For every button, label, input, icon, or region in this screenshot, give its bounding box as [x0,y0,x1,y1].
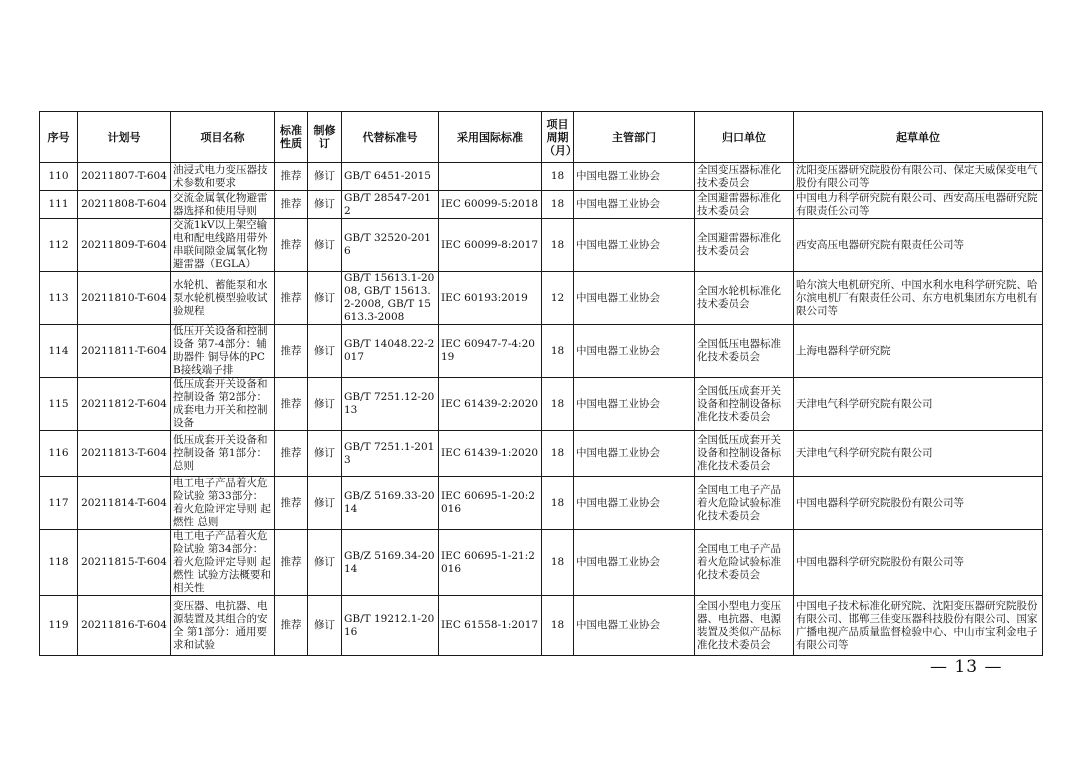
cell-serial: 119 [40,596,78,656]
cell-technical-committee: 全国变压器标准化技术委员会 [695,163,794,191]
cell-project-name: 油浸式电力变压器技术参数和要求 [171,163,275,191]
cell-revision-type: 修订 [308,596,342,656]
cell-project-period: 18 [542,191,574,219]
cell-drafting-units: 哈尔滨大电机研究所、中国水利水电科学研究院、哈尔滨电机厂有限责任公司、东方电机集团东方电机有限公司等 [794,272,1043,325]
cell-technical-committee: 全国水轮机标准化技术委员会 [695,272,794,325]
cell-standard-nature: 推荐 [275,378,308,431]
table-row [40,477,1043,530]
cell-replaced-standard: GB/T 6451-2015 [342,163,439,191]
cell-serial: 117 [40,477,78,530]
cell-international-standard: IEC 61439-1:2020 [439,431,542,477]
cell-serial: 110 [40,163,78,191]
cell-technical-committee: 全国避雷器标准化技术委员会 [695,191,794,219]
table-header-row [40,112,1043,163]
cell-replaced-standard: GB/T 15613.1-2008, GB/T 15613.2-2008, GB/T 15613.3-2008 [342,272,439,325]
cell-competent-department: 中国电器工业协会 [574,219,695,272]
cell-project-period: 18 [542,325,574,378]
cell-standard-nature: 推荐 [275,272,308,325]
cell-competent-department: 中国电器工业协会 [574,325,695,378]
cell-international-standard [439,163,542,191]
cell-serial: 114 [40,325,78,378]
cell-technical-committee: 全国低压电器标准化技术委员会 [695,325,794,378]
cell-replaced-standard: GB/T 14048.22-2017 [342,325,439,378]
table-row [40,219,1043,272]
cell-serial: 111 [40,191,78,219]
cell-standard-nature: 推荐 [275,325,308,378]
header-international-standard: 采用国际标准 [439,112,542,163]
cell-competent-department: 中国电器工业协会 [574,272,695,325]
cell-international-standard: IEC 60193:2019 [439,272,542,325]
cell-standard-nature: 推荐 [275,596,308,656]
cell-plan-number: 20211808-T-604 [78,191,171,219]
cell-project-period: 18 [542,163,574,191]
cell-drafting-units: 中国电子技术标准化研究院、沈阳变压器研究院股份有限公司、邯郸三佳变压器科技股份有限公司、国家广播电视产品质量监督检验中心、中山市宝利金电子有限公司等 [794,596,1043,656]
cell-project-name: 水轮机、蓄能泵和水泵水轮机模型验收试验规程 [171,272,275,325]
cell-technical-committee: 全国避雷器标准化技术委员会 [695,219,794,272]
cell-competent-department: 中国电器工业协会 [574,378,695,431]
cell-standard-nature: 推荐 [275,530,308,596]
cell-revision-type: 修订 [308,272,342,325]
cell-revision-type: 修订 [308,431,342,477]
cell-project-name: 电工电子产品着火危险试验 第34部分：着火危险评定导则 起燃性 试验方法概要和相关性 [171,530,275,596]
cell-standard-nature: 推荐 [275,477,308,530]
cell-international-standard: IEC 61439-2:2020 [439,378,542,431]
cell-standard-nature: 推荐 [275,431,308,477]
cell-drafting-units: 沈阳变压器研究院股份有限公司、保定天威保变电气股份有限公司等 [794,163,1043,191]
cell-international-standard: IEC 60947-7-4:2019 [439,325,542,378]
cell-project-period: 18 [542,378,574,431]
cell-serial: 112 [40,219,78,272]
table-row [40,596,1043,656]
cell-project-period: 12 [542,272,574,325]
header-competent-department: 主管部门 [574,112,695,163]
header-drafting-units: 起草单位 [794,112,1043,163]
cell-project-name: 交流1kV以上架空输电和配电线路用带外串联间隙金属氧化物避雷器（EGLA） [171,219,275,272]
cell-revision-type: 修订 [308,325,342,378]
cell-revision-type: 修订 [308,378,342,431]
cell-international-standard: IEC 60099-5:2018 [439,191,542,219]
header-project-period: 项目周期（月） [542,112,574,163]
cell-international-standard: IEC 61558-1:2017 [439,596,542,656]
cell-project-name: 变压器、电抗器、电源装置及其组合的安全 第1部分：通用要求和试验 [171,596,275,656]
cell-plan-number: 20211810-T-604 [78,272,171,325]
cell-project-name: 电工电子产品着火危险试验 第33部分：着火危险评定导则 起燃性 总则 [171,477,275,530]
cell-drafting-units: 中国电器科学研究院股份有限公司等 [794,477,1043,530]
cell-revision-type: 修订 [308,219,342,272]
table-row [40,530,1043,596]
cell-project-period: 18 [542,477,574,530]
cell-replaced-standard: GB/T 32520-2016 [342,219,439,272]
cell-plan-number: 20211815-T-604 [78,530,171,596]
cell-project-name: 低压成套开关设备和控制设备 第1部分：总则 [171,431,275,477]
cell-competent-department: 中国电器工业协会 [574,477,695,530]
table-row [40,431,1043,477]
cell-plan-number: 20211813-T-604 [78,431,171,477]
cell-technical-committee: 全国低压成套开关设备和控制设备标准化技术委员会 [695,431,794,477]
table-row [40,163,1043,191]
cell-standard-nature: 推荐 [275,191,308,219]
cell-drafting-units: 天津电气科学研究院有限公司 [794,378,1043,431]
cell-serial: 113 [40,272,78,325]
cell-technical-committee: 全国电工电子产品着火危险试验标准化技术委员会 [695,530,794,596]
cell-project-period: 18 [542,530,574,596]
cell-technical-committee: 全国电工电子产品着火危险试验标准化技术委员会 [695,477,794,530]
cell-project-period: 18 [542,219,574,272]
header-revision-type: 制修订 [308,112,342,163]
cell-replaced-standard: GB/T 7251.12-2013 [342,378,439,431]
cell-competent-department: 中国电器工业协会 [574,596,695,656]
cell-drafting-units: 上海电器科学研究院 [794,325,1043,378]
cell-revision-type: 修订 [308,530,342,596]
cell-technical-committee: 全国低压成套开关设备和控制设备标准化技术委员会 [695,378,794,431]
cell-replaced-standard: GB/T 28547-2012 [342,191,439,219]
cell-standard-nature: 推荐 [275,219,308,272]
cell-serial: 116 [40,431,78,477]
cell-plan-number: 20211814-T-604 [78,477,171,530]
standards-plan-table [39,111,1043,656]
cell-international-standard: IEC 60695-1-20:2016 [439,477,542,530]
cell-project-period: 18 [542,431,574,477]
cell-competent-department: 中国电器工业协会 [574,163,695,191]
cell-plan-number: 20211807-T-604 [78,163,171,191]
header-project-name: 项目名称 [171,112,275,163]
table-row [40,325,1043,378]
page-number: — 13 — [930,657,1003,677]
cell-competent-department: 中国电器工业协会 [574,191,695,219]
cell-serial: 115 [40,378,78,431]
cell-project-name: 交流金属氧化物避雷器选择和使用导则 [171,191,275,219]
header-serial: 序号 [40,112,78,163]
cell-competent-department: 中国电器工业协会 [574,530,695,596]
cell-revision-type: 修订 [308,163,342,191]
table-row [40,272,1043,325]
cell-revision-type: 修订 [308,477,342,530]
cell-plan-number: 20211816-T-604 [78,596,171,656]
cell-replaced-standard: GB/Z 5169.34-2014 [342,530,439,596]
header-standard-nature: 标准性质 [275,112,308,163]
cell-project-period: 18 [542,596,574,656]
cell-project-name: 低压成套开关设备和控制设备 第2部分：成套电力开关和控制设备 [171,378,275,431]
header-replaced-standard: 代替标准号 [342,112,439,163]
cell-project-name: 低压开关设备和控制设备 第7-4部分：辅助器件 铜导体的PCB接线端子排 [171,325,275,378]
table-row [40,378,1043,431]
cell-international-standard: IEC 60695-1-21:2016 [439,530,542,596]
cell-drafting-units: 中国电器科学研究院股份有限公司等 [794,530,1043,596]
cell-revision-type: 修订 [308,191,342,219]
cell-replaced-standard: GB/Z 5169.33-2014 [342,477,439,530]
cell-serial: 118 [40,530,78,596]
cell-competent-department: 中国电器工业协会 [574,431,695,477]
cell-replaced-standard: GB/T 7251.1-2013 [342,431,439,477]
cell-standard-nature: 推荐 [275,163,308,191]
cell-drafting-units: 西安高压电器研究院有限责任公司等 [794,219,1043,272]
cell-plan-number: 20211809-T-604 [78,219,171,272]
cell-drafting-units: 中国电力科学研究院有限公司、西安高压电器研究院有限责任公司等 [794,191,1043,219]
cell-technical-committee: 全国小型电力变压器、电抗器、电源装置及类似产品标准化技术委员会 [695,596,794,656]
cell-drafting-units: 天津电气科学研究院有限公司 [794,431,1043,477]
header-technical-committee: 归口单位 [695,112,794,163]
cell-replaced-standard: GB/T 19212.1-2016 [342,596,439,656]
cell-international-standard: IEC 60099-8:2017 [439,219,542,272]
header-plan-number: 计划号 [78,112,171,163]
cell-plan-number: 20211812-T-604 [78,378,171,431]
table-row [40,191,1043,219]
cell-plan-number: 20211811-T-604 [78,325,171,378]
